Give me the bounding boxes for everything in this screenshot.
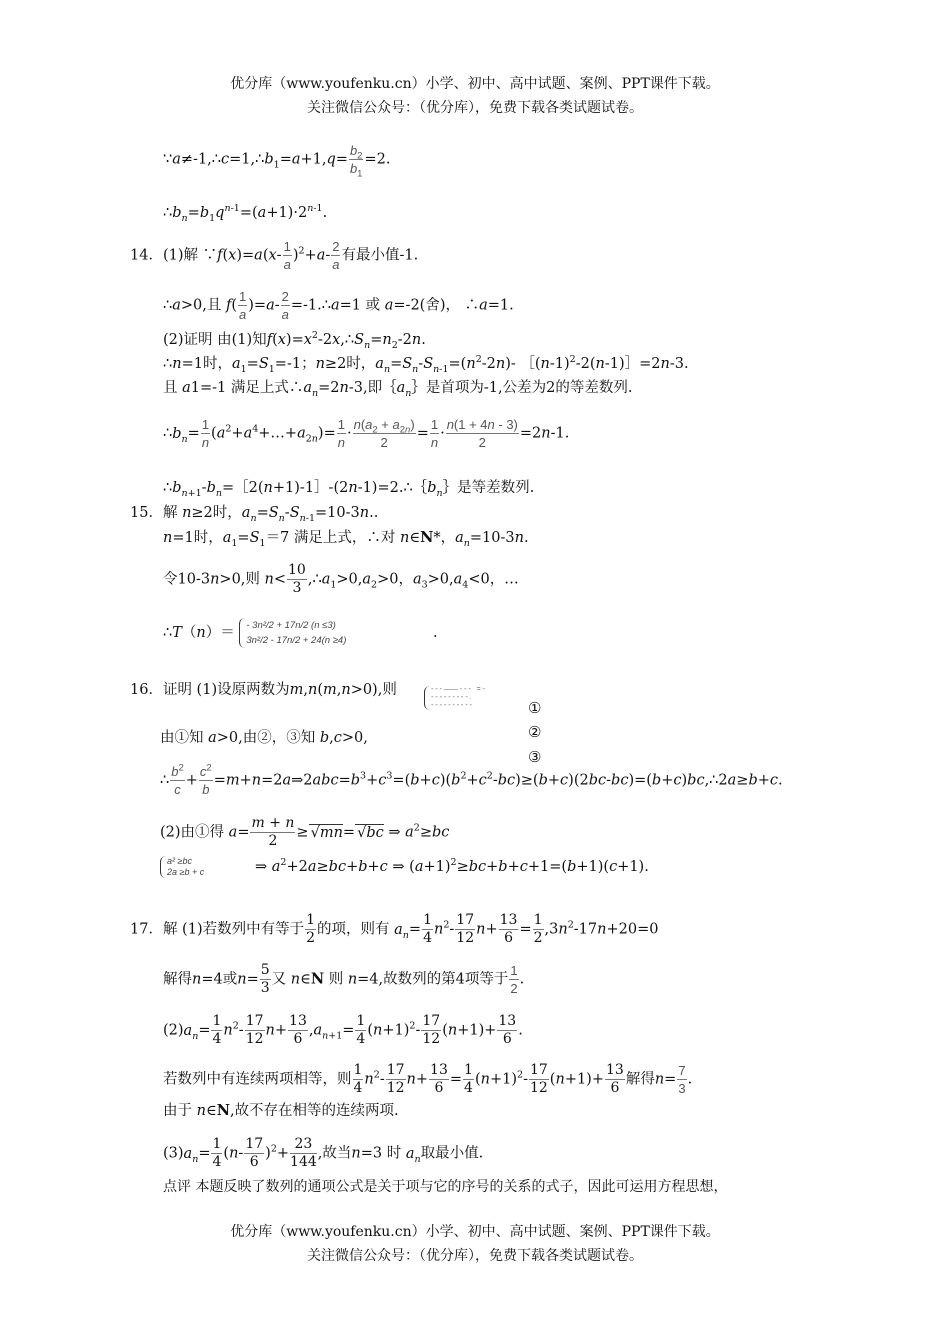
- problem-16-line1: 16．证明 (1)设原两数为m,n(m,n>0),则: [130, 682, 397, 698]
- problem-14-part1: 14．(1)解 ∵f(x)=a(x- $\frac{1}{a}$ )$^2$+a- $\frac{2}{a}$ 有最小值-1.: [130, 239, 419, 272]
- circled-3: ③: [528, 748, 542, 766]
- formula-bn-diff: $\therefore b_{n+1}-b_n=[2(n+1)-1]-(2n-1)=2.\therefore\{b_n\}$是等差数列.: [163, 480, 535, 499]
- formula-bn-sum: $\therefore b_n=$ $\frac{1}{n}$ $(a^2+a^4+\dots+a_{2n})=$ $\frac{1}{n}$ · $\frac{n(a_2 + a_{2n})}{2}$ = $\frac{1}{n}$ · $\frac{n(1 + 4n - 3)}{2}$ =2n-1.: [163, 417, 570, 450]
- p14-min: 有最小值-1.: [341, 247, 419, 264]
- p17-then: 又: [271, 971, 287, 988]
- problem-17-line5: 由于 n∈N,故不存在相等的连续两项.: [163, 1102, 399, 1119]
- p17-solve: 解得: [163, 971, 192, 988]
- p16-from: 由①知: [160, 730, 204, 746]
- p17-or: 或: [222, 971, 238, 988]
- p14-seq: 是首项为-1,公差为2的等差数列.: [425, 380, 633, 396]
- p14-cond: 满足上式∴: [230, 380, 304, 396]
- formula-16-ineq: ∴ $\frac{b^2}{c}$ + $\frac{c^2}{b}$ $=m+n=2a\Rightarrow 2abc=b^3+c^3=(b+c)(b^2+c^2-bc)\ge(b+c)(2bc-bc)=(b+c)bc,\therefore 2a\ge b+c$.: [160, 762, 783, 797]
- p17-since: 由于: [163, 1103, 192, 1119]
- text-shi: 时，: [202, 356, 232, 372]
- p17-4th: 故数列的第4项等于: [383, 971, 509, 988]
- label-14: 14．: [130, 247, 163, 264]
- label-17: 17．: [130, 921, 163, 938]
- p14-jie: (1)解: [162, 247, 198, 264]
- p16-proof: 证明 (1)设原两数为: [162, 682, 290, 698]
- text-shi: 时，: [346, 356, 376, 372]
- p15-fit: 满足上式，∴对: [293, 530, 396, 546]
- footer-line-2: 关注微信公众号：（优分库），免费下载各类试题试卷。: [307, 1248, 643, 1264]
- p17-minval: 取最小值.: [420, 1145, 484, 1162]
- problem-15-line1: 15．解 n≥2时，$a_n=S_n-S_{n-1}=10-3n$..: [130, 505, 379, 524]
- problem-15-line2: n=1时，$a_1=S_1=7$ 满足上式，∴对 n∈N*，$a_n=10-3n$.: [163, 529, 529, 549]
- header-line-2: 关注微信公众号：（优分库），免费下载各类试题试卷。: [307, 100, 643, 116]
- circled-2: ②: [528, 723, 542, 741]
- p14-proof: (2)证明 由(1)知: [163, 332, 267, 348]
- problem-16-line2: 由①知 a>0,由②，③知 b,c>0,: [160, 730, 368, 746]
- formula-16-final: a² ≥bc 2a ≥b + c ⇒ $a^2+2a\ge bc+b+c$ ⇒ $(a+1)^2\ge bc+b+c+1=(b+1)(c+1)$.: [160, 856, 649, 878]
- p16-from1: (2)由①得: [160, 824, 225, 841]
- problem-14-part2: (2)证明 由(1)知$f(x)=x^2-2x,\therefore S_n=n_2-2n$.: [163, 330, 426, 351]
- formula-a-value: ∴a>0,且 f( $\frac{1}{a}$ )=a- $\frac{2}{a}$ =-1.∴a=1 或 a=-2(舍)， ∴a=1.: [163, 289, 514, 322]
- footer-line-1: 优分库（www.youfenku.cn）小学、初中、高中试题、案例、PPT课件下载。: [230, 1224, 720, 1240]
- p15-jie: 解: [162, 505, 178, 521]
- text-shi: 时，: [212, 505, 242, 521]
- formula-Tn: ∴T（n）＝ - 3n²/2 + 17n/2 (n ≤3) 3n²/2 - 17n/2 + 24(n ≥4) .: [163, 620, 438, 646]
- problem-17-line3: $(2)a_n=$ $\frac{1}{4}$ $n^2-$ $\frac{17}{12}$ n+ $\frac{13}{6}$ $,a_{n+1}=$ $\frac{1}{4}$ $(n+1)^2-$ $\frac{17}{12}$ (n+1)+ $\frac{13}{6}$ .: [163, 1013, 523, 1047]
- problem-17-line2: 解得n=4或n= $\frac{5}{3}$ 又 n∈N 则 n=4,故数列的第4项等于 $\frac{1}{2}$ .: [163, 962, 525, 996]
- formula-bn: $\therefore b_n=b_1q^{n-1}=(a+1)\cdot 2^{n-1}$.: [163, 203, 328, 224]
- circled-1: ①: [528, 699, 542, 717]
- text-shi: 时，: [193, 530, 223, 546]
- note-label: 点评: [163, 1179, 191, 1195]
- problem-15-line3: 令10-3n>0,则 n< $\frac{10}{3}$ $,\therefore a_1>0,a_2>0$，$a_3>0,a_4<0$，…: [163, 562, 519, 596]
- p17-term: 的项，则有: [317, 921, 390, 938]
- p17-solveN: 解得: [625, 1071, 655, 1088]
- label-15: 15．: [130, 505, 163, 521]
- formula-16-part2: (2)由①得 a= $\frac{m + n}{2}$ ≥ √mn= √bc ⇒ $a^2\ge bc$: [160, 815, 450, 849]
- p14-reject: (舍)，: [419, 297, 460, 314]
- p16-from2: 由②，③知: [242, 730, 316, 746]
- problem-17-line1: 17．解 (1)若数列中有等于 $\frac{1}{2}$ 的项，则有 $a_n=$ $\frac{1}{4}$ $n^2-$ $\frac{17}{12}$ n+ $\frac{13}{6}$ = $\frac{1}{2}$ $,3n^2-17n+20=0$: [130, 912, 659, 946]
- system-equations: - - - —— - - - = - - - - - - - - - - . - - - - - - - - - -: [424, 686, 604, 716]
- p17-if: 若数列中有连续两项相等，则: [163, 1071, 352, 1088]
- p14-arith: 是等差数列.: [457, 480, 535, 496]
- p15-let: 令: [163, 571, 178, 588]
- formula-an-seq: 且 a1=-1 满足上式$\therefore a_n=2n-3$,即$\{a_n\}$是首项为-1,公差为2的等差数列.: [163, 380, 633, 399]
- p17-noequal: 故不存在相等的连续两项.: [234, 1103, 399, 1119]
- p17-jie: 解 (1)若数列中有等于: [162, 921, 305, 938]
- formula-an: ∴n=1时，$a_1=S_1=-1$；n≥2时，$a_n=S_n-S_{n-1}=(n^2-2n)-$ $[(n-1)^2-2(n-1)]=2n-3$.: [163, 354, 689, 375]
- label-16: 16．: [130, 682, 163, 698]
- header-line-1: 优分库（www.youfenku.cn）小学、初中、高中试题、案例、PPT课件下载。: [230, 76, 720, 92]
- p17-min: 故当: [322, 1145, 352, 1162]
- comment-line: [163, 1177, 727, 1197]
- p16-then: 则: [382, 682, 397, 698]
- Tn-case-1: - 3n²/2 + 17n/2 (n ≤3): [246, 620, 336, 631]
- note-body: 本题反映了数列的通项公式是关于项与它的序号的关系的式子，因此可运用方程思想，: [195, 1179, 728, 1195]
- Tn-case-2: 3n²/2 - 17n/2 + 24(n ≥4): [246, 635, 347, 646]
- problem-17-line4: 若数列中有连续两项相等，则 $\frac{1}{4}$ $n^2-$ $\frac{17}{12}$ n+ $\frac{13}{6}$ = $\frac{1}{4}$ $(n+1)^2-$ $\frac{17}{12}$ (n+1)+ $\frac{13}{6}$ 解得n= $\frac{7}{3}$ .: [163, 1062, 693, 1096]
- problem-17-line6: $(3)a_n=$ $\frac{1}{4}$ (n- $\frac{17}{6}$ )$^2$+ $\frac{23}{144}$ ,故当n=3 时 $a_n$取最小值.: [163, 1136, 484, 1170]
- formula-q: $\because a\ne-1,\therefore c=1,\therefore b_1=a+1,q=$ $\frac{b_2}{b_1}$ =2.: [163, 143, 391, 180]
